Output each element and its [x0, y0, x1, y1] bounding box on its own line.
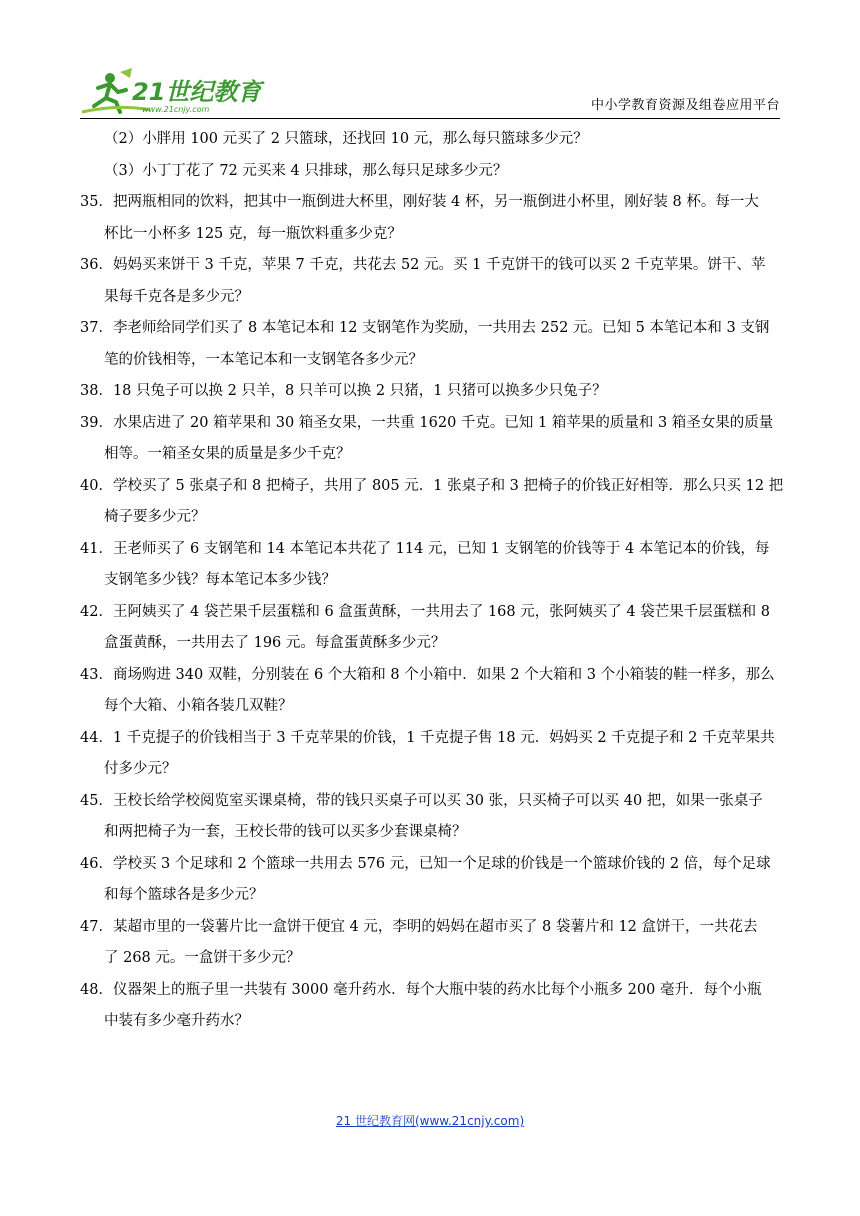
question-text-continued: 每个大箱、小箱各装几双鞋？ — [104, 698, 293, 714]
question-text-continued: 盒蛋黄酥，一共用去了 196 元。每盒蛋黄酥多少元？ — [104, 635, 446, 651]
header-divider — [80, 118, 780, 119]
question-item — [80, 376, 782, 408]
question-item — [80, 660, 782, 723]
question-item — [80, 250, 782, 313]
question-item — [80, 723, 782, 786]
question-item — [80, 156, 782, 188]
question-text-continued: 果每千克各是多少元？ — [104, 288, 249, 305]
page-header — [80, 66, 780, 118]
question-item — [80, 597, 782, 660]
logo — [80, 66, 280, 116]
question-text: 39．水果店进了 20 箱苹果和 30 箱圣女果，一共重 1620 千克。已知 1 箱苹果的质量和 3 箱圣女果的质量 — [80, 414, 774, 431]
question-text-continued: 笔的价钱相等，一本笔记本和一支钢笔各多少元？ — [104, 351, 423, 368]
question-text: （2）小胖用 100 元买了 2 只篮球，还找回 10 元，那么每只篮球多少元？ — [104, 131, 588, 147]
logo-url-text: www.21cnjy.com — [142, 105, 210, 114]
question-item — [80, 534, 782, 597]
question-text-continued: 支钢笔多少钱？每本笔记本多少钱？ — [104, 572, 336, 588]
platform-title: 中小学教育资源及组卷应用平台 — [590, 98, 780, 113]
question-text: 38．18 只兔子可以换 2 只羊，8 只羊可以换 2 只猪，1 只猪可以换多少只兔子？ — [80, 383, 607, 399]
question-text: 48．仪器架上的瓶子里一共装有 3000 毫升药水．每个大瓶中装的药水比每个小瓶多 200 毫升．每个小瓶 — [80, 981, 762, 998]
question-item — [80, 471, 782, 534]
question-item — [80, 408, 782, 471]
question-item — [80, 786, 782, 849]
question-text: 46．学校买 3 个足球和 2 个篮球一共用去 576 元，已知一个足球的价钱是一个篮球价钱的 2 倍，每个足球 — [80, 855, 771, 872]
question-item — [80, 849, 782, 912]
question-list — [80, 124, 782, 1038]
question-text-continued: 杯比一小杯多 125 克，每一瓶饮料重多少克？ — [104, 225, 402, 242]
footer-link[interactable]: 21 世纪教育网(www.21cnjy.com) — [335, 1114, 525, 1128]
question-text: 42．王阿姨买了 4 袋芒果千层蛋糕和 6 盒蛋黄酥，一共用去了 168 元，张阿姨买了 4 袋芒果千层蛋糕和 8 — [80, 603, 771, 620]
question-item — [80, 313, 782, 376]
question-text-continued: 和两把椅子为一套，王校长带的钱可以买多少套课桌椅？ — [104, 824, 467, 840]
question-item — [80, 187, 782, 250]
logo-main-text: 21世纪教育 — [132, 78, 262, 106]
question-text: 40．学校买了 5 张桌子和 8 把椅子，共用了 805 元．1 张桌子和 3 把椅子的价钱正好相等．那么只买 12 把 — [80, 477, 784, 494]
question-text-continued: 和每个篮球各是多少元？ — [104, 887, 264, 903]
question-text-continued: 相等。一箱圣女果的质量是多少千克？ — [104, 446, 351, 462]
question-text: 47．某超市里的一袋薯片比一盒饼干便宜 4 元，李明的妈妈在超市买了 8 袋薯片和 12 盒饼干，一共花去 — [80, 918, 758, 935]
question-text: 37．李老师给同学们买了 8 本笔记本和 12 支钢笔作为奖励，一共用去 252 元。已知 5 本笔记本和 3 支钢 — [80, 320, 770, 336]
question-text-continued: 椅子要多少元？ — [104, 509, 206, 525]
question-text-continued: 付多少元？ — [104, 761, 177, 777]
question-text-continued: 中装有多少毫升药水？ — [104, 1013, 249, 1029]
question-text: 43．商场购进 340 双鞋，分别装在 6 个大箱和 8 个小箱中．如果 2 个大箱和 3 个小箱装的鞋一样多，那么 — [80, 666, 775, 683]
question-text: 36．妈妈买来饼干 3 千克，苹果 7 千克，共花去 52 元。买 1 千克饼干的钱可以买 2 千克苹果。饼干、苹 — [80, 257, 766, 273]
question-text: 45．王校长给学校阅览室买课桌椅，带的钱只买桌子可以买 30 张，只买椅子可以买 40 把，如果一张桌子 — [80, 792, 763, 809]
question-text: 44．1 千克提子的价钱相当于 3 千克苹果的价钱，1 千克提子售 18 元．妈妈买 2 千克提子和 2 千克苹果共 — [80, 729, 775, 746]
question-text: 35．把两瓶相同的饮料，把其中一瓶倒进大杯里，刚好装 4 杯，另一瓶倒进小杯里，刚好装 8 杯。每一大 — [80, 194, 759, 210]
page-footer — [0, 1112, 860, 1129]
question-text: （3）小丁丁花了 72 元买来 4 只排球，那么每只足球多少元？ — [104, 162, 508, 179]
question-item — [80, 124, 782, 156]
question-text-continued: 了 268 元。一盒饼干多少元？ — [104, 950, 301, 966]
question-item — [80, 975, 782, 1038]
question-item — [80, 912, 782, 975]
logo-runner-icon — [80, 66, 280, 116]
question-text: 41．王老师买了 6 支钢笔和 14 本笔记本共花了 114 元，已知 1 支钢笔的价钱等于 4 本笔记本的价钱，每 — [80, 540, 770, 557]
